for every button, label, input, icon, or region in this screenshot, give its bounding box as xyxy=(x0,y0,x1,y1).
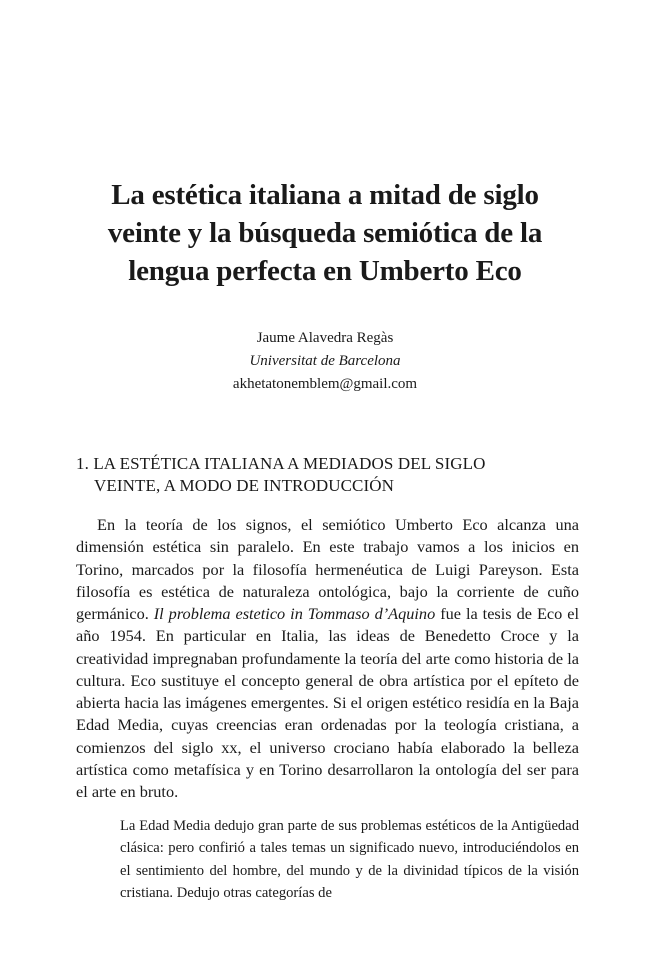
author-block xyxy=(0,327,650,396)
body-paragraph xyxy=(76,514,579,803)
article-title-line-2: veinte y la búsqueda semiótica de la xyxy=(107,217,543,249)
body-text-end: fue la tesis de Eco el año 1954. En particular en Italia, las ideas de Benedetto Croce y la creatividad impregnaban profundamente la teoría del arte como historia de la cultura. Eco sustituye el concepto general de obra artística por el epíteto de abierta hacia las imágenes emergentes. Si el origen estético residía en la Baja Edad Media, cuyas creencias eran ordenadas por la teología cristiana, a comienzos del siglo xx, el universo crociano había elaborado la belleza artística como metafísica y en Torino desarrollaron la ontología del ser para el arte en bruto. xyxy=(76,604,579,801)
section-title-line-2: VEINTE, A MODO DE INTRODUCCIÓN xyxy=(94,476,395,495)
body-text-start: En la teoría de los signos, el semiótico Umberto Eco alcanza una dimensión estética sin paralelo. En este trabajo vamos a los inicios en Torino, marcados por la filosofía hermenéutica de Luigi Pareyson. Esta filosofía es estética de naturaleza ontológica, bajo la corriente de cuño germánico. xyxy=(76,515,579,623)
cited-work-title: Il problema estetico in Tommaso d’Aquino xyxy=(153,604,436,623)
author-email: akhetatonemblem@gmail.com xyxy=(232,376,418,392)
article-title xyxy=(60,176,590,290)
author-name: Jaume Alavedra Regàs xyxy=(256,330,394,346)
section-heading xyxy=(76,453,586,497)
section-title-line-1: LA ESTÉTICA ITALIANA A MEDIADOS DEL SIGLO xyxy=(93,454,486,473)
article-title-line-1: La estética italiana a mitad de siglo xyxy=(111,179,539,211)
block-quote: La Edad Media dedujo gran parte de sus problemas estéticos de la Antigüedad clásica: pero confirió a tales temas un significado nuevo, introduciéndolos en el sentimiento del hombre, del mundo y de la divinidad típicos de la visión cristiana. Dedujo otras categorías de xyxy=(120,818,579,902)
article-title-line-3: lengua perfecta en Umberto Eco xyxy=(128,255,522,287)
author-affiliation: Universitat de Barcelona xyxy=(249,353,401,369)
section-number: 1. xyxy=(76,454,89,473)
